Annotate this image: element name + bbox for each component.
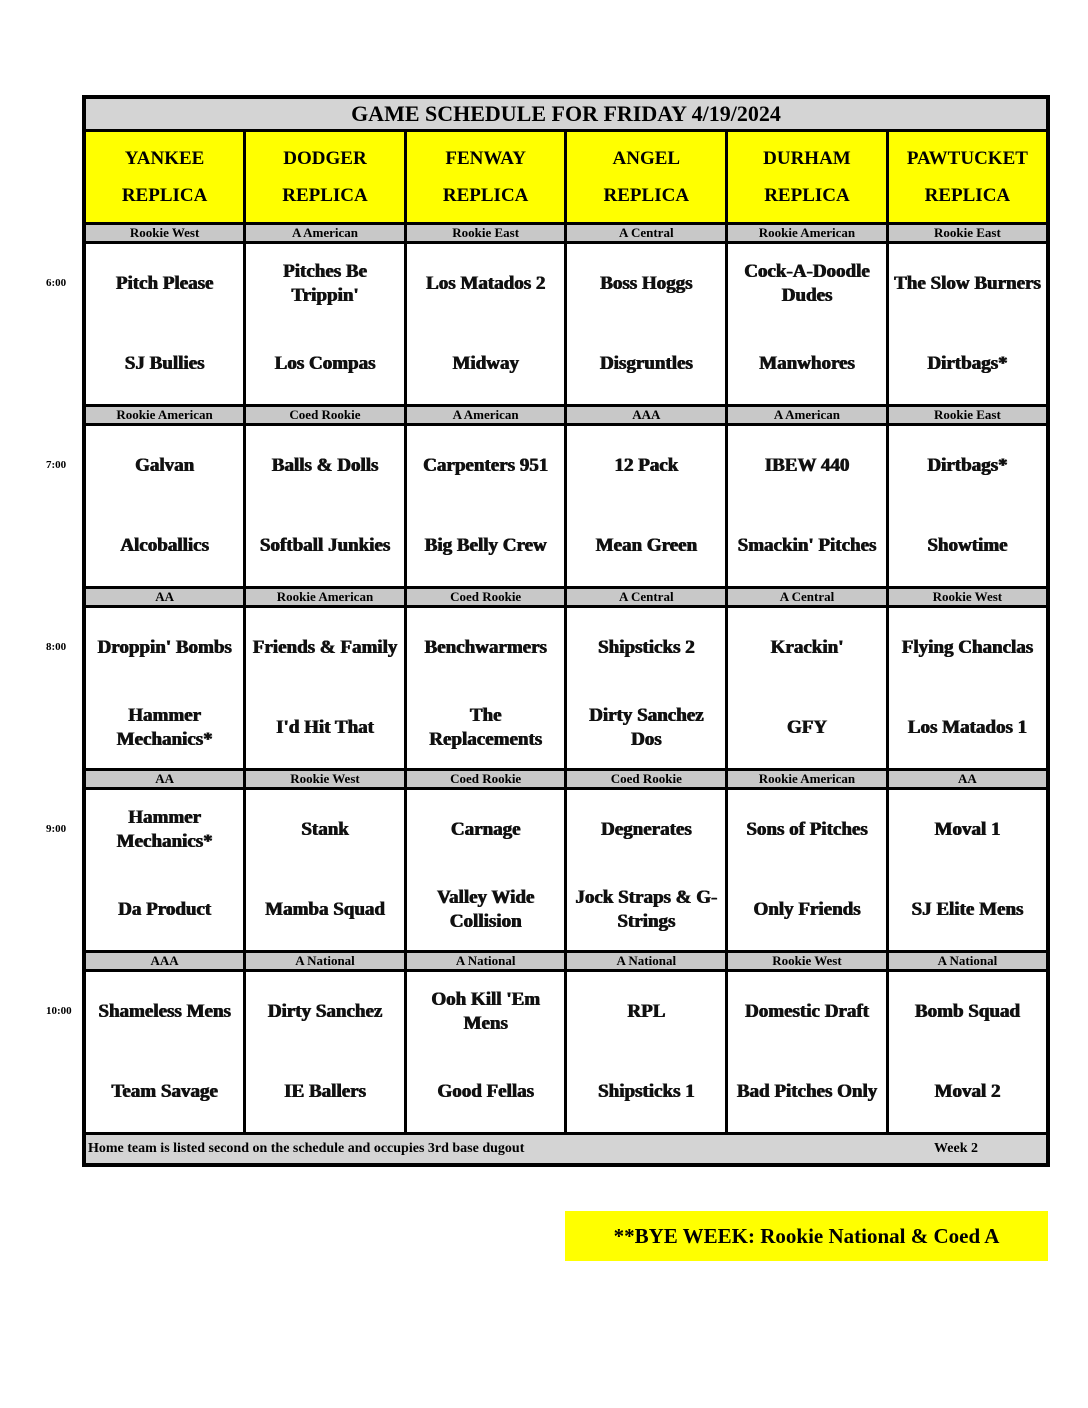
away-team: Bomb Squad [914,1001,1020,1022]
home-team: Los Matados 1 [907,717,1028,738]
game-cell [405,243,566,406]
away-team: Carpenters 951 [423,455,549,476]
division-label: Coed Rookie [566,770,727,789]
game-cell [887,425,1048,588]
division-label: AA [887,770,1048,789]
division-row [84,588,1048,607]
home-team: Da Product [118,899,212,920]
field-header-dodger [245,131,406,224]
division-label: Rookie American [727,224,888,243]
home-team: Jock Straps & G- Strings [575,887,718,932]
away-team: Krackin' [770,637,844,658]
game-cell [405,425,566,588]
division-label: A National [887,952,1048,971]
division-label: A National [566,952,727,971]
game-cell [245,971,406,1134]
division-label: Rookie East [887,224,1048,243]
home-team: Only Friends [753,899,861,920]
division-label: Rookie East [405,224,566,243]
game-cell [566,425,727,588]
away-team: Pitch Please [115,273,214,294]
division-label: AAA [566,406,727,425]
game-cell [727,789,888,952]
division-row [84,224,1048,243]
division-label: Rookie East [887,406,1048,425]
away-team: Ooh Kill 'Em Mens [431,989,541,1034]
field-name: PAWTUCKET [906,148,1028,169]
game-cell [84,789,245,952]
division-label: A National [245,952,406,971]
game-row [84,425,1048,588]
game-cell [84,971,245,1134]
home-team: Team Savage [111,1081,218,1102]
away-team: Sons of Pitches [746,819,868,840]
division-label: Coed Rookie [405,588,566,607]
field-subtitle: REPLICA [924,185,1011,206]
field-name: FENWAY [445,148,526,169]
game-cell [566,789,727,952]
game-cell [84,425,245,588]
away-team: Balls & Dolls [271,455,379,476]
game-cell [245,243,406,406]
field-subtitle: REPLICA [442,185,529,206]
division-label: Rookie West [887,588,1048,607]
home-team: Los Compas [274,353,376,374]
field-subtitle: REPLICA [121,185,208,206]
home-team: Dirty Sanchez Dos [589,705,704,750]
away-team: IBEW 440 [764,455,850,476]
division-label: AAA [84,952,245,971]
division-label: A Central [566,224,727,243]
time-label: 7:00 [46,458,67,471]
home-team: Disgruntles [599,353,693,374]
home-team: Hammer Mechanics* [116,705,213,750]
home-team: I'd Hit That [276,717,374,738]
division-label: Rookie West [727,952,888,971]
game-cell [84,607,245,770]
away-team: Los Matados 2 [425,273,546,294]
game-row [84,789,1048,952]
away-team: Benchwarmers [424,637,547,658]
division-label: Coed Rookie [405,770,566,789]
division-label: Rookie American [84,406,245,425]
game-cell [727,243,888,406]
away-team: Shameless Mens [98,1001,231,1022]
away-team: Carnage [450,819,521,840]
field-name: YANKEE [124,148,205,169]
game-cell [887,789,1048,952]
away-team: Degnerates [600,819,692,840]
division-label: A American [405,406,566,425]
game-cell [727,607,888,770]
division-label: Coed Rookie [245,406,406,425]
home-team: GFY [786,717,827,738]
division-label: A American [727,406,888,425]
division-row [84,770,1048,789]
field-name: DODGER [283,148,367,169]
away-team: Pitches Be Trippin' [283,261,367,306]
away-team: Moval 1 [934,819,1001,840]
division-label: Rookie American [727,770,888,789]
home-team: Dirtbags* [927,353,1008,374]
home-team: Mamba Squad [265,899,385,920]
game-cell [566,607,727,770]
home-team: Good Fellas [437,1081,534,1102]
game-cell [405,789,566,952]
home-team-note: Home team is listed second on the schedule and occupies 3rd base dugout [88,1141,525,1156]
time-label: 10:00 [46,1004,72,1017]
division-label: AA [84,588,245,607]
schedule-table [82,95,1050,1167]
game-cell [887,607,1048,770]
division-label: A Central [566,588,727,607]
away-team: Dirty Sanchez [267,1001,383,1022]
game-row [84,243,1048,406]
away-team: The Slow Burners [894,273,1041,294]
home-team: Moval 2 [934,1081,1001,1102]
game-cell [405,607,566,770]
field-header-pawtucket [887,131,1048,224]
time-label: 9:00 [46,822,67,835]
game-row [84,971,1048,1134]
game-cell [245,425,406,588]
game-cell [245,607,406,770]
home-team: Mean Green [595,535,698,556]
bye-week-banner: **BYE WEEK: Rookie National & Coed A [565,1211,1048,1261]
time-label: 8:00 [46,640,67,653]
away-team: Droppin' Bombs [97,637,232,658]
division-label: Rookie American [245,588,406,607]
week-label: Week 2 [934,1141,978,1156]
home-team: SJ Bullies [124,353,205,374]
away-team: 12 Pack [614,455,679,476]
away-team: Domestic Draft [744,1001,869,1022]
away-team: Dirtbags* [927,455,1008,476]
home-team: Alcoballics [120,535,209,556]
field-subtitle: REPLICA [282,185,368,206]
away-team: Galvan [135,455,195,476]
game-cell [566,971,727,1134]
game-cell [405,971,566,1134]
home-team: Showtime [927,535,1008,556]
home-team: Valley Wide Collision [436,887,535,932]
away-team: RPL [627,1001,666,1022]
time-label: 6:00 [46,276,67,289]
away-team: Shipsticks 2 [597,637,695,658]
field-subtitle: REPLICA [603,185,690,206]
away-team: Hammer Mechanics* [116,807,213,852]
away-team: Boss Hoggs [600,273,693,294]
field-header-angel [566,131,727,224]
home-team: The Replacements [429,705,543,750]
division-row [84,406,1048,425]
home-team: Midway [452,353,519,374]
home-team: Big Belly Crew [424,535,547,556]
home-team: Smackin' Pitches [737,535,877,556]
game-row [84,607,1048,770]
field-name: DURHAM [763,148,851,169]
field-header-yankee [84,131,245,224]
division-label: A Central [727,588,888,607]
field-header-durham [727,131,888,224]
division-label: Rookie West [245,770,406,789]
game-cell [887,971,1048,1134]
page-title: GAME SCHEDULE FOR FRIDAY 4/19/2024 [84,97,1048,131]
division-label: AA [84,770,245,789]
field-name: ANGEL [612,148,681,169]
home-team: Bad Pitches Only [736,1081,878,1102]
game-cell [727,971,888,1134]
away-team: Friends & Family [252,637,398,658]
field-header-fenway [405,131,566,224]
game-cell [84,243,245,406]
home-team: SJ Elite Mens [911,899,1024,920]
division-label: A American [245,224,406,243]
away-team: Flying Chanclas [901,637,1034,658]
game-cell [566,243,727,406]
game-cell [727,425,888,588]
footer-row [84,1134,1048,1166]
game-cell [887,243,1048,406]
home-team: Softball Junkies [259,535,391,556]
away-team: Cock-A-Doodle Dudes [744,261,870,306]
field-subtitle: REPLICA [764,185,850,206]
division-label: Rookie West [84,224,245,243]
division-row [84,952,1048,971]
home-team: Shipsticks 1 [597,1081,695,1102]
home-team: IE Ballers [284,1081,366,1102]
away-team: Stank [301,819,349,840]
home-team: Manwhores [759,353,855,374]
game-cell [245,789,406,952]
division-label: A National [405,952,566,971]
